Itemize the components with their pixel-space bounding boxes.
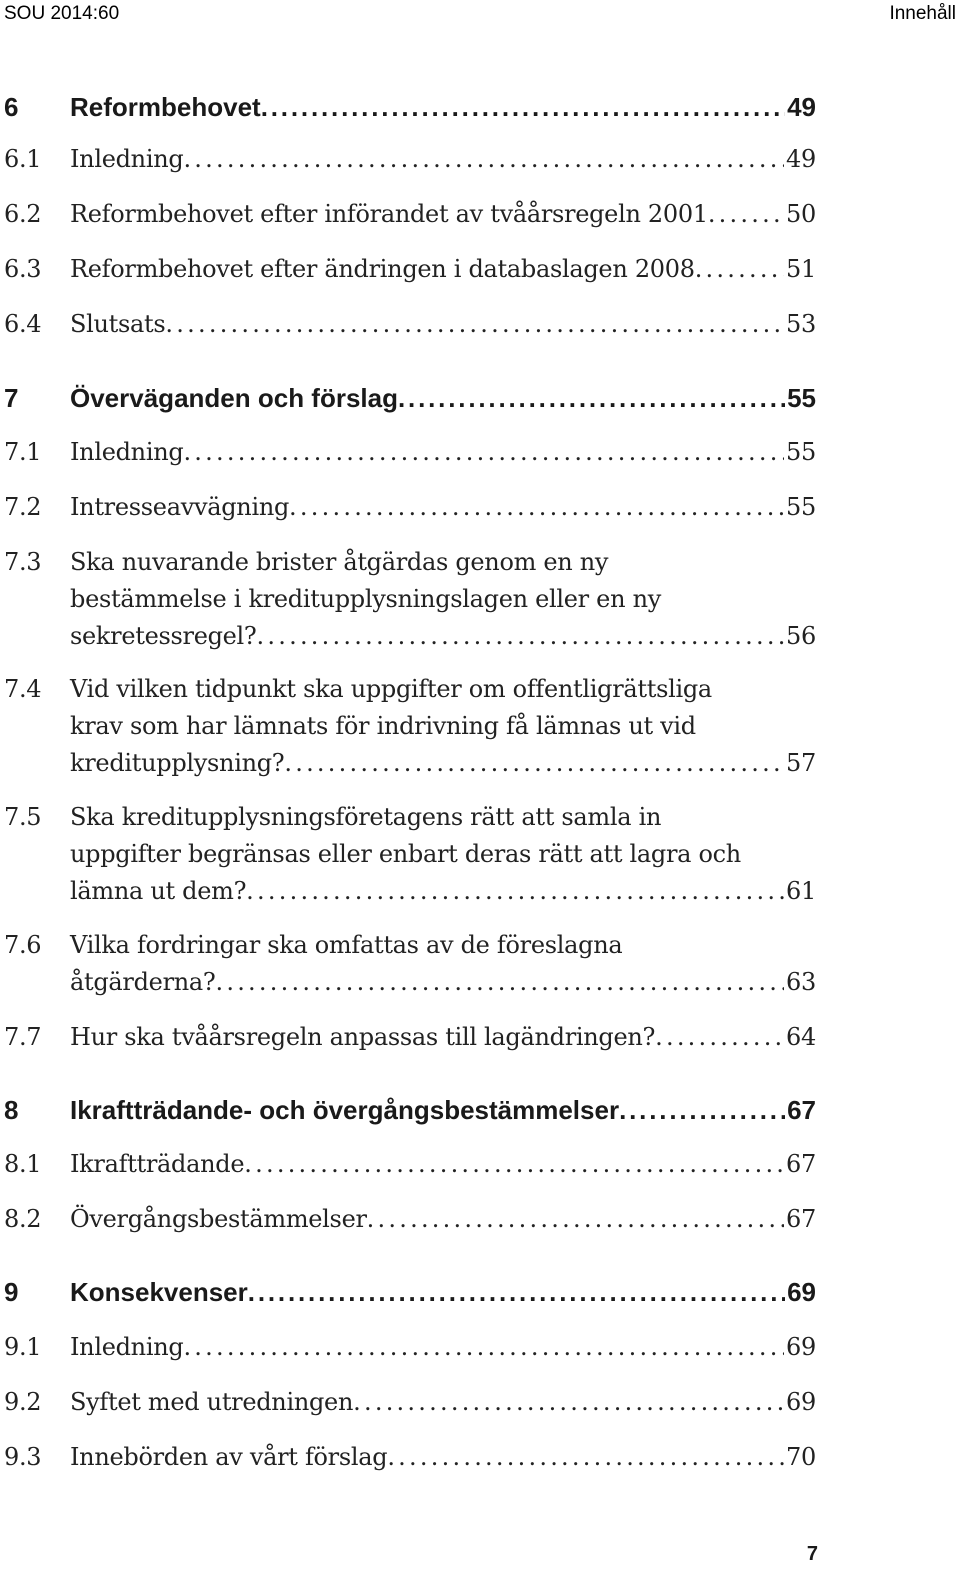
toc-entry-number: 8 xyxy=(4,1095,19,1125)
dot-leader xyxy=(183,1333,784,1361)
toc-page-number: 69 xyxy=(786,1388,816,1416)
toc-entry-title-line: Inledning xyxy=(70,145,184,173)
toc-entry-title-line: Ska nuvarande brister åtgärdas genom en ny xyxy=(70,548,609,576)
toc-entry-number: 9.1 xyxy=(4,1333,42,1361)
toc-page-number: 56 xyxy=(786,622,816,650)
toc-entry-title xyxy=(70,675,816,786)
toc-entry-title xyxy=(70,383,816,413)
dot-leader xyxy=(284,749,784,777)
toc-entry-title-line: sekretessregel? xyxy=(70,622,257,650)
toc-entry-title xyxy=(70,438,816,475)
toc-entry-title xyxy=(70,1277,816,1307)
toc-page-number: 51 xyxy=(786,255,816,283)
page-number: 7 xyxy=(806,1543,818,1565)
dot-leader xyxy=(367,1205,784,1233)
toc-entry-title xyxy=(70,310,816,347)
toc-entry-title-line: Konsekvenser xyxy=(70,1277,248,1307)
toc-page-number: 55 xyxy=(786,493,816,521)
toc-page-number: 70 xyxy=(786,1443,816,1471)
dot-leader xyxy=(261,92,785,123)
toc-entry-title xyxy=(70,255,816,292)
toc-page-number: 61 xyxy=(786,877,816,905)
toc-page-number: 49 xyxy=(786,145,816,173)
toc-entry-title-line: Slutsats xyxy=(70,310,166,338)
section-label: Innehåll xyxy=(889,3,956,24)
toc-entry-number: 6.4 xyxy=(4,310,42,338)
dot-leader xyxy=(215,968,784,996)
toc-page-number: 67 xyxy=(787,1095,816,1125)
dot-leader xyxy=(183,145,784,173)
toc-entry-title-line: Reformbehovet efter ändringen i databaslagen 2008 xyxy=(70,255,695,283)
toc-entry-title xyxy=(70,1095,816,1125)
toc-page-number: 49 xyxy=(787,92,816,122)
dot-leader xyxy=(387,1443,784,1471)
dot-leader xyxy=(708,200,784,228)
toc-entry-title-line: Syftet med utredningen xyxy=(70,1388,354,1416)
toc-entry-title-line: Övergångsbestämmelser xyxy=(70,1205,367,1233)
toc-entry-number: 8.1 xyxy=(4,1150,42,1178)
dot-leader xyxy=(619,1095,785,1126)
toc-page-number: 69 xyxy=(787,1277,816,1307)
toc-entry-title xyxy=(70,92,816,122)
toc-entry-title-line: kreditupplysning? xyxy=(70,749,285,777)
toc-entry-title-line: Reformbehovet efter införandet av tvåårsregeln 2001 xyxy=(70,200,708,228)
dot-leader xyxy=(246,877,784,905)
dot-leader xyxy=(695,255,784,283)
toc-entry-number: 7.2 xyxy=(4,493,42,521)
toc-page-number: 63 xyxy=(786,968,816,996)
toc-entry-title xyxy=(70,145,816,182)
toc-entry-title-line: krav som har lämnats för indrivning få lämnas ut vid xyxy=(70,712,696,740)
toc-entry-title-line: Intresseavvägning xyxy=(70,493,290,521)
toc-entry-number: 7 xyxy=(4,383,19,413)
toc-page-number: 67 xyxy=(786,1150,816,1178)
toc-page-number: 55 xyxy=(786,438,816,466)
toc-entry-title-line: Reformbehovet xyxy=(70,92,261,122)
toc-page-number: 50 xyxy=(786,200,816,228)
dot-leader xyxy=(165,310,784,338)
toc-entry-title-line: Hur ska tvåårsregeln anpassas till lagändringen? xyxy=(70,1023,656,1051)
toc-entry-number: 7.7 xyxy=(4,1023,42,1051)
toc-entry-title xyxy=(70,1443,816,1480)
toc-entry-title xyxy=(70,1150,816,1187)
toc-page-number: 53 xyxy=(786,310,816,338)
toc-entry-number: 6.3 xyxy=(4,255,42,283)
dot-leader xyxy=(398,383,785,414)
toc-page-number: 67 xyxy=(786,1205,816,1233)
toc-entry-number: 9.3 xyxy=(4,1443,42,1471)
dot-leader xyxy=(257,622,785,650)
toc-entry-title-line: Överväganden och förslag xyxy=(70,383,398,413)
dot-leader xyxy=(353,1388,784,1416)
toc-entry-title xyxy=(70,493,816,530)
toc-entry-title-line: Ska kreditupplysningsföretagens rätt att samla in xyxy=(70,803,662,831)
toc-entry-number: 7.3 xyxy=(4,548,42,576)
toc-entry-number: 6 xyxy=(4,92,19,122)
toc-entry-title xyxy=(70,200,816,237)
toc-entry-number: 9 xyxy=(4,1277,19,1307)
toc-entry-number: 7.5 xyxy=(4,803,42,831)
toc-page-number: 69 xyxy=(786,1333,816,1361)
toc-entry-number: 7.1 xyxy=(4,438,42,466)
toc-entry-number: 7.6 xyxy=(4,931,42,959)
toc-page-number: 64 xyxy=(786,1023,816,1051)
document-reference: SOU 2014:60 xyxy=(4,3,120,24)
dot-leader xyxy=(183,438,784,466)
toc-entry-title-line: Vilka fordringar ska omfattas av de föreslagna xyxy=(70,931,623,959)
toc-entry-title xyxy=(70,931,816,1005)
toc-entry-title-line: uppgifter begränsas eller enbart deras rätt att lagra och xyxy=(70,840,741,868)
toc-entry-title xyxy=(70,548,816,659)
toc-entry-title-line: åtgärderna? xyxy=(70,968,216,996)
toc-page-number: 55 xyxy=(787,383,816,413)
toc-entry-title-line: Inledning xyxy=(70,438,184,466)
toc-entry-number: 8.2 xyxy=(4,1205,42,1233)
toc-entry-title-line: Ikraftträdande- och övergångsbestämmelser xyxy=(70,1095,620,1125)
toc-entry-title xyxy=(70,803,816,914)
dot-leader xyxy=(248,1277,785,1308)
toc-entry-number: 6.1 xyxy=(4,145,42,173)
toc-entry-number: 6.2 xyxy=(4,200,42,228)
dot-leader xyxy=(655,1023,784,1051)
toc-entry-title-line: Ikraftträdande xyxy=(70,1150,245,1178)
dot-leader xyxy=(244,1150,784,1178)
toc-entry-title-line: lämna ut dem? xyxy=(70,877,247,905)
toc-entry-number: 7.4 xyxy=(4,675,42,703)
toc-entry-title-line: Innebörden av vårt förslag xyxy=(70,1443,388,1471)
toc-entry-title xyxy=(70,1388,816,1425)
page-header xyxy=(0,0,960,30)
toc-entry-title xyxy=(70,1205,816,1242)
toc-entry-title xyxy=(70,1333,816,1370)
toc-entry-title-line: Vid vilken tidpunkt ska uppgifter om offentligrättsliga xyxy=(70,675,712,703)
toc-entry-title-line: bestämmelse i kreditupplysningslagen eller en ny xyxy=(70,585,661,613)
toc-entry-title-line: Inledning xyxy=(70,1333,184,1361)
dot-leader xyxy=(289,493,784,521)
toc-entry-title xyxy=(70,1023,816,1060)
toc-page-number: 57 xyxy=(786,749,816,777)
toc-entry-number: 9.2 xyxy=(4,1388,42,1416)
